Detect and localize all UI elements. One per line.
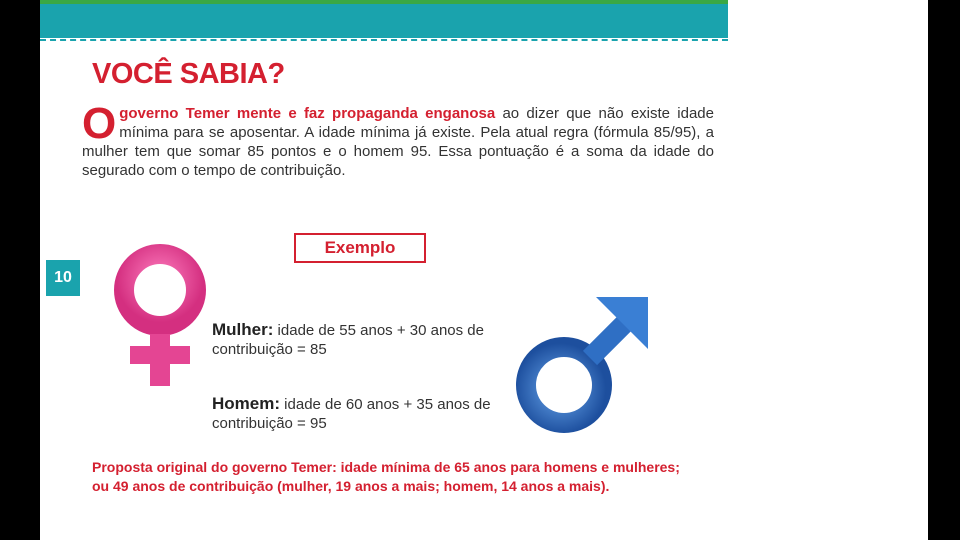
example-box: Exemplo — [294, 233, 426, 263]
male-symbol-icon — [514, 293, 650, 433]
female-symbol-icon — [108, 242, 212, 388]
homem-text: idade de 60 anos + 35 anos de contribuição = 95 — [212, 396, 491, 432]
example-mulher — [212, 320, 502, 359]
intro-paragraph — [82, 99, 714, 180]
page-title: VOCÊ SABIA? — [92, 58, 285, 90]
mulher-text: idade de 55 anos + 30 anos de contribuição = 85 — [212, 322, 484, 358]
intro-body: ao dizer que não existe idade mínima para se aposentar. A idade mínima já existe. Pela atual regra (fórmula 85/95), a mulher tem que somar 85 pontos e o homem 95. Essa pontuação é a soma da idade do segurado com o tempo de contribuição. — [82, 105, 714, 179]
example-homem — [212, 394, 502, 433]
page — [40, 0, 928, 540]
header-dashed-divider — [40, 39, 728, 41]
header-teal-bar — [40, 4, 728, 38]
intro-highlight: governo Temer mente e faz propaganda enganosa — [119, 105, 496, 122]
homem-label: Homem: — [212, 394, 281, 413]
page-number-badge: 10 — [46, 260, 80, 296]
mulher-label: Mulher: — [212, 320, 274, 339]
dropcap-letter: O — [82, 99, 117, 148]
footer-note: Proposta original do governo Temer: idade mínima de 65 anos para homens e mulheres; ou 49 anos de contribuição (mulher, 19 anos a mais; homem, 14 anos a mais). — [92, 459, 680, 494]
